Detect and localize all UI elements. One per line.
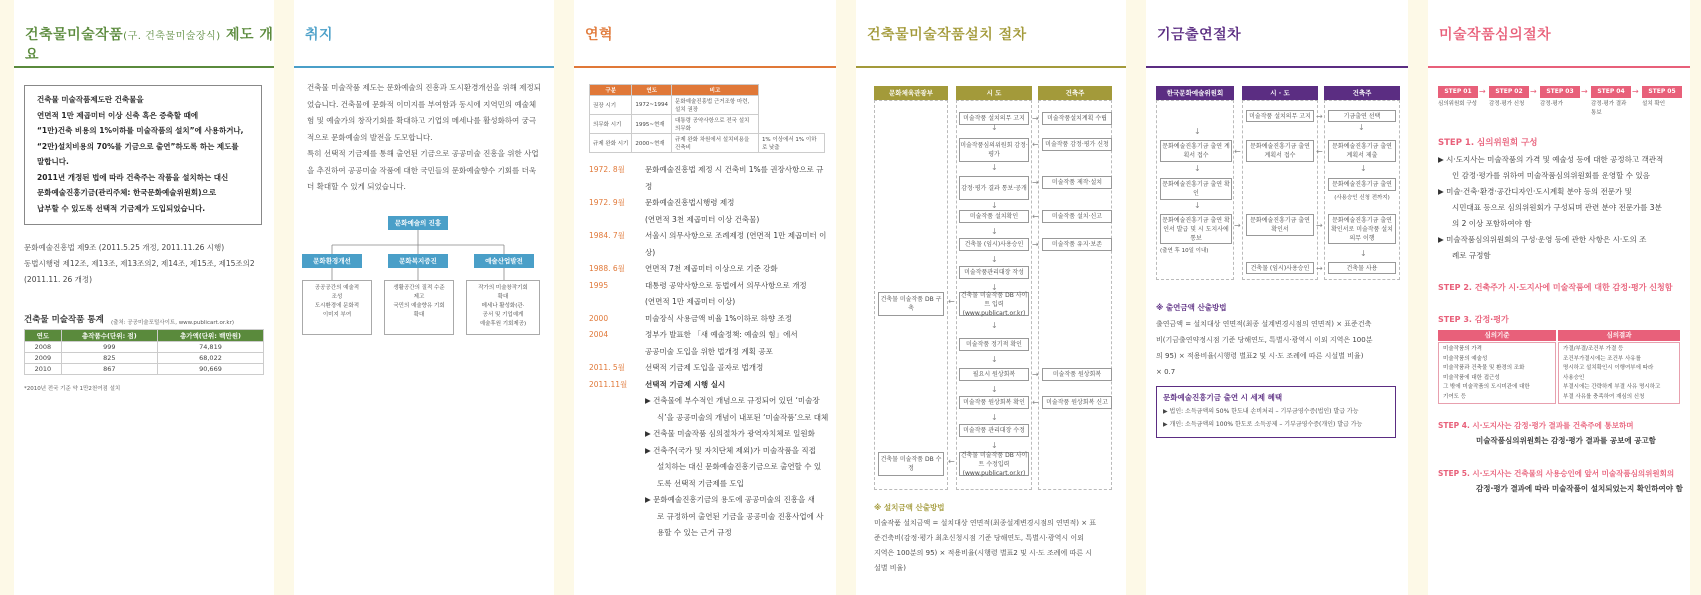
stats-header: 연도 xyxy=(25,330,62,342)
flow-step: 건축물 미술작품 DB 수정 xyxy=(878,452,944,476)
arrow-icon: ← xyxy=(948,457,955,466)
tree-branch: 예술산업발전 xyxy=(474,254,534,268)
flow-step: 미술작품 제작·설치 xyxy=(1042,176,1112,189)
flow-step: 건축물 미술작품 DB 사이트 수정입력 (www.publicart.or.kr) xyxy=(960,451,1028,477)
step-label: 감정·평가 결과 통보 xyxy=(1591,101,1627,116)
flow-step: 미술작품 유지·보존 xyxy=(1042,238,1112,251)
flow-step: 미술작품 설치의무 고지 xyxy=(1246,110,1314,122)
body-line: 을 추진하여 공공미술 작품에 대한 국민들의 문화예술향수 기회를 더욱 xyxy=(307,165,537,175)
arrow-icon: → xyxy=(1234,221,1241,230)
page-title: 미술작품심의절차 xyxy=(1439,27,1552,43)
page-title: 연혁 xyxy=(585,27,614,43)
leaf-line: 도시환경에 문화적 xyxy=(314,303,360,309)
history-item xyxy=(589,228,829,261)
history-header: 비고 xyxy=(672,85,759,96)
table-row: 2010 867 90,669 xyxy=(25,364,264,375)
calc-line: 비(기금출연약정시점 기준 당해연도, 특별시·광역시 이외 지역은 100분 xyxy=(1156,336,1373,344)
arrow-icon: ↓ xyxy=(991,355,998,364)
step-badge: STEP 03 xyxy=(1540,86,1580,98)
flow-note: (출연 후 10일 이내) xyxy=(1160,248,1209,254)
leaf-line: 국민의 예술향유 기회 xyxy=(393,303,445,309)
leaf-line: 공서 및 기업예게 xyxy=(482,312,524,318)
history-bullet: ▶ 건축주(국가 및 자치단체 제외)가 미술작품을 직접 xyxy=(645,445,816,455)
step-label: 감정·평가 신청 xyxy=(1489,101,1525,107)
flow-step: 문화예술진흥기금 출연 xyxy=(1328,178,1396,191)
law-line: (2011.11. 26 개정) xyxy=(24,275,93,284)
leaf-line: 예술후원 기회제공) xyxy=(479,321,527,327)
tree-branch: 문화복지증진 xyxy=(388,254,448,268)
arrow-icon: → xyxy=(1032,178,1039,187)
arrow-icon: → xyxy=(1032,370,1039,379)
leaf-line: 공공공간의 예술적 xyxy=(314,285,360,291)
step-badge: STEP 01 xyxy=(1438,86,1478,98)
arrow-icon: ↓ xyxy=(991,441,998,450)
history-date: 1995 xyxy=(589,280,609,290)
leaf-line: 이미지 부여 xyxy=(322,312,352,318)
history-item xyxy=(589,360,829,377)
step5-line: STEP 5. 시·도지사는 건축물의 사용승인에 앞서 미술작품심의위원회의 xyxy=(1438,469,1675,478)
intro-line: 건축물 미술작품제도란 건축물을 xyxy=(37,95,144,104)
tree-leaf xyxy=(466,280,540,335)
arrow-icon: ↓ xyxy=(991,201,998,210)
step5 xyxy=(1438,466,1688,496)
history-date xyxy=(589,344,645,361)
leaf-line: 메세나 활성화(관· xyxy=(481,303,525,309)
criteria-line: 기여도 등 xyxy=(1443,393,1467,400)
history-bullet: 설치하는 대신 문화예술진흥기금으로 출연할 수 있 xyxy=(657,462,822,471)
law-reference xyxy=(24,240,269,288)
flow-step: 문화예술진흥기금 출연 계획서 접수 xyxy=(1160,140,1232,162)
arrow-icon: → xyxy=(1032,240,1039,249)
history-text: 문화예술진흥법시행령 제정 xyxy=(645,198,735,207)
column-header: 문화체육관광부 xyxy=(874,86,948,100)
body-line: 건축물 미술작품 제도는 문화예술의 진흥과 도시환경개선을 위해 제정되 xyxy=(307,83,542,92)
intro-line: 납부할 수 있도록 선택적 기금제가 도입되었습니다. xyxy=(37,203,206,213)
review-results xyxy=(1558,342,1680,404)
arrow-icon: → xyxy=(1316,264,1323,273)
stats-note: *2010년 전국 기준 약 1만2천여점 설치 xyxy=(24,386,121,392)
history-bullet: 용할 수 있는 근거 규정 xyxy=(657,528,732,537)
history-text: 선택적 기금제 시행 실시 xyxy=(645,379,726,389)
intro-line: 연면적 1만 제곱미터 이상 신축 혹은 증축할 때에 xyxy=(37,110,199,120)
arrow-icon: ↓ xyxy=(1360,164,1367,173)
arrow-icon: ← xyxy=(1234,147,1241,156)
arrow-icon: ↓ xyxy=(991,227,998,236)
tree-leaf xyxy=(384,280,454,335)
body-line: 적으로 문화예술의 발전을 도모합니다. xyxy=(307,132,433,142)
arrow-icon: ↓ xyxy=(1360,249,1367,258)
calc-body xyxy=(1156,316,1401,380)
flow-step: 미술작품 감정·평가 신청 xyxy=(1042,138,1112,151)
step1-line: ▶ 미술작품심의위원회의 구성·운영 등에 관한 사항은 시·도의 조 xyxy=(1438,235,1647,244)
history-item xyxy=(589,278,829,295)
intro-box xyxy=(24,85,262,225)
panel-history xyxy=(574,0,836,595)
history-date xyxy=(589,212,645,229)
history-bullet: ▶ 건축물에 부수적인 개념으로 규정되어 있던 ‘미술장 xyxy=(645,396,820,405)
history-text: 정부가 발표한 「새 예술정책: 예술의 힘」에서 xyxy=(645,330,798,339)
history-text: 미술장식 사용금액 비율 1%이하로 하향 조정 xyxy=(645,313,792,323)
arrow-icon: ↓ xyxy=(1194,201,1201,210)
arrow-icon: ↓ xyxy=(991,321,998,330)
column-header: 시 · 도 xyxy=(1242,86,1318,100)
step4-line: 미술작품심의위원회는 감정·평가 결과를 공보에 공고함 xyxy=(1476,436,1656,445)
history-item xyxy=(589,195,829,212)
body-line: 특히 선택적 기금제를 통해 출연된 기금으로 공공미술 진흥을 위한 사업 xyxy=(307,149,539,158)
flow-step: 미술작품설치계획 수립 xyxy=(1042,112,1112,125)
history-date: 1988. 6월 xyxy=(589,264,625,273)
history-bullet: 식’을 공공미술의 개념이 내포된 ‘미술작품’으로 대체 xyxy=(657,412,829,422)
arrow-icon: → xyxy=(1316,112,1323,121)
leaf-line: 생활공간의 질적 수준 xyxy=(393,285,445,291)
stats-source: (출처: 공공미술포털사이트, www.publicart.or.kr) xyxy=(111,320,234,326)
step1-title: STEP 1. 심의위원회 구성 xyxy=(1438,138,1538,148)
result-line: 부결 사유를 충족하여 재심의 신청 xyxy=(1563,393,1645,400)
arrow-icon: ← xyxy=(1032,398,1039,407)
purpose-tree-lines xyxy=(294,0,554,400)
table-row: 의무화 시기 1995~현재 대통령 공약사항으로 전국 설치 의무화 xyxy=(590,115,825,134)
flow-step: 문화예술진흥기금 출연 확인서 xyxy=(1246,214,1314,236)
history-bullet: ▶ 문화예술진흥기금의 용도에 공공미술의 진흥을 새 xyxy=(645,495,815,504)
arrow-icon: ↓ xyxy=(991,413,998,422)
flow-step: 미술작품 설치·신고 xyxy=(1042,210,1112,223)
flow-step: 건축물 (임시)사용승인 xyxy=(959,238,1029,251)
history-item xyxy=(589,261,829,278)
calc-title: ※ 출연금액 산출방법 xyxy=(1156,303,1227,312)
review-criteria xyxy=(1438,342,1556,404)
table-row: 권장 시기 1972~1994 문화예술진흥법 근거조항 마련, 설치 권장 xyxy=(590,96,825,115)
arrow-icon: → xyxy=(1530,87,1537,96)
step2: STEP 2. 건축주가 시·도지사에 미술작품에 대한 감정·평가 신청함 xyxy=(1438,283,1673,292)
calc-line: 의 95) × 적용비율(시행령 별표2 및 시·도 조례에 따른 시설별 비율) xyxy=(1156,352,1364,360)
column-header: 건축주 xyxy=(1038,86,1112,100)
tax-benefit-box xyxy=(1156,386,1396,438)
history-item xyxy=(589,212,829,229)
arrow-icon: → xyxy=(1316,221,1323,230)
history-date: 1972. 9월 xyxy=(589,198,625,207)
history-date: 1984. 7월 xyxy=(589,231,625,240)
flow-step: 건축물 미술작품 DB 구축 xyxy=(878,292,944,316)
history-bullet: ▶ 건축물 미술작품 심의절차가 광역자치체로 일원화 xyxy=(645,429,815,438)
flow-step: 미술작품 원상회복 xyxy=(1042,368,1112,381)
step-badge: STEP 02 xyxy=(1489,86,1529,98)
step4-line: STEP 4. 시·도지사는 감정·평가 결과를 건축주에 통보하며 xyxy=(1438,421,1634,430)
arrow-icon: ↓ xyxy=(1194,127,1201,136)
tree-root: 문화예술의 진흥 xyxy=(388,216,448,230)
law-line: 동법시행령 제12조, 제13조, 제13조의2, 제14조, 제15조, 제15조의2 xyxy=(24,259,255,268)
table-row: 규제 완화 시기 2000~현재 규제 완화 차원에서 설치비용을 건축비 1% 이상에서 1% 이하로 낮춤 xyxy=(590,134,825,153)
panel-install-procedure xyxy=(856,0,1126,595)
step5-line: 감정·평가 결과에 따라 미술작품이 설치되었는지 확인하여야 함 xyxy=(1476,484,1683,493)
history-item xyxy=(589,311,829,328)
leaf-line: 확대 xyxy=(497,294,509,300)
step4 xyxy=(1438,418,1688,448)
history-text: (연면적 1만 제곱미터 이상) xyxy=(645,297,736,306)
flow-step: 문화예술진흥기금 출연 계획서 접수 xyxy=(1246,140,1314,162)
panel-purpose xyxy=(294,0,554,595)
step1-line: 인 감정·평가를 위하여 미술작품심의위원회를 운영할 수 있음 xyxy=(1452,171,1650,180)
history-table xyxy=(589,84,825,153)
history-item xyxy=(589,344,829,361)
history-item xyxy=(589,162,829,195)
stats-header: 총작품수(단위: 점) xyxy=(61,330,157,342)
history-date: 1972. 8월 xyxy=(589,165,625,174)
panel-review-procedure xyxy=(1428,0,1690,595)
arrow-icon: → xyxy=(1632,87,1639,96)
leaf-line: 조성 xyxy=(331,294,343,300)
result-line: 가결/부결/조건부 가결 등 xyxy=(1563,346,1624,352)
step-label: 감정·평가 xyxy=(1540,101,1564,107)
history-item xyxy=(589,327,829,344)
flow-step: 미술작품 원상회복 신고 xyxy=(1042,396,1112,409)
calc-line: 설별 비율) xyxy=(874,564,907,572)
history-text: 서울시 의무사항으로 조례제정 (연면적 1만 제곱미터 이상) xyxy=(645,231,827,257)
table-row: 2008 999 74,819 xyxy=(25,342,264,353)
body-line: 험 및 예술가의 창작기회를 확대하고 기업의 메세나를 활성화하여 궁극 xyxy=(307,116,537,125)
step-badge: STEP 04 xyxy=(1591,86,1631,98)
arrow-icon: ↓ xyxy=(991,163,998,172)
page-title: 취지 xyxy=(305,27,334,43)
column-header: 시 도 xyxy=(956,86,1032,100)
step1-line: 의 2 이상 포함하여야 함 xyxy=(1452,219,1532,228)
arrow-icon: ← xyxy=(1316,147,1323,156)
leaf-line: 작가의 미술창작기회 xyxy=(478,285,528,291)
criteria-line: 그 밖에 미술작품의 도시미관에 대한 xyxy=(1443,384,1530,390)
flow-step: 미술작품 설치확인 xyxy=(959,210,1029,223)
law-line: 문화예술진흥법 제9조 (2011.5.25 개정, 2011.11.26 시행) xyxy=(24,243,225,252)
flow-step: 문화예술진흥기금 출연 확인서 발급 및 시 도지사에 통보 xyxy=(1160,214,1232,244)
flow-step: 건축물 (임시)사용승인 xyxy=(1246,262,1314,274)
calc-line: × 0.7 xyxy=(1156,368,1176,376)
tax-line: ▶ 개인: 소득금액의 100% 한도로 소득공제 – 기부금영수증(개인) 발급 가능 xyxy=(1163,421,1363,428)
flow-step: 문화예술진흥기금 출연 확인 xyxy=(1160,178,1232,200)
flow-step: 미술작품심의위원회 감정·평가 xyxy=(959,138,1029,162)
leaf-line: 제고 xyxy=(413,294,425,300)
arrow-icon: ↓ xyxy=(991,385,998,394)
review-criteria-header: 심의기준 xyxy=(1438,330,1556,341)
step1-line: ▶ 미술·건축·환경·공간디자인·도시계획 분야 등의 전문가 및 xyxy=(1438,187,1632,196)
flow-note: (사용승인 신청 전까지) xyxy=(1334,195,1390,201)
criteria-line: 미술작품의 가격 xyxy=(1443,346,1482,352)
flow-step: 미술작품 정기적 확인 xyxy=(959,338,1029,351)
history-header: 연도 xyxy=(632,85,672,96)
tree-branch: 문화환경개선 xyxy=(302,254,362,268)
body-line: 었습니다. 건축물에 문화적 이미지를 부여함과 동시에 지역민의 예술체 xyxy=(307,99,537,109)
history-header: 구분 xyxy=(590,85,632,96)
history-text: 공공미술 도입을 위한 법개정 계획 공포 xyxy=(645,346,773,356)
history-item xyxy=(589,294,829,311)
history-date xyxy=(589,294,645,311)
history-item xyxy=(589,377,829,394)
page-title: 기금출연절차 xyxy=(1157,27,1242,43)
flow-step: 미술작품 설치의무 고지 xyxy=(959,112,1029,125)
calc-line: 출연금액 = 설치대상 연면적(최종 설계변경시점의 연면적) × 표준건축 xyxy=(1156,320,1372,328)
history-text: 문화예술진흥법 제정 시 건축비 1%를 권장사항으로 규정 xyxy=(645,165,824,191)
step1-body xyxy=(1438,152,1686,264)
step-badge: STEP 05 xyxy=(1642,86,1682,98)
intro-line: 문화예술진흥기금(관리주체: 한국문화예술위원회)으로 xyxy=(37,188,217,197)
history-text: (연면적 3천 제곱미터 이상 건축물) xyxy=(645,214,760,224)
arrow-icon: ← xyxy=(1032,212,1039,221)
step1-line: 시민대표 등으로 심의위원회가 구성되며 관련 분야 전문가를 3분 xyxy=(1452,203,1662,212)
flow-step: 건축물 미술작품 DB 사이트 입력 (www.publicart.or.kr) xyxy=(960,291,1028,317)
arrow-icon: ↓ xyxy=(991,123,998,132)
tree-leaf xyxy=(302,280,372,335)
leaf-line: 확대 xyxy=(413,312,425,318)
calc-line: 준건축비(감정·평가 최초신청시점 기준 당해연도, 특별시·광역시 이외 xyxy=(874,534,1084,542)
history-text: 선택적 기금제 도입을 골자로 법개정 xyxy=(645,363,764,372)
table-row: 2009 825 68,022 xyxy=(25,353,264,364)
criteria-line: 미술작품의 예술성 xyxy=(1443,355,1488,362)
step-label: 심의위원회 구성 xyxy=(1438,101,1477,107)
page-title: 건축물미술작품(구. 건축물미술장식) 제도 개요 xyxy=(25,27,274,63)
calc-line: 지역은 100분의 95) × 적용비율(시행령 별표2 및 시·도 조례에 따른 시 xyxy=(874,549,1093,557)
intro-line: “1만)건축 비용의 1%이하를 미술작품의 설치”에 사용하거나, xyxy=(37,126,244,135)
calc-line: 미술작품 설치금액 = 설치대상 연면적(최종설계변경시점의 연면적) × 표 xyxy=(874,519,1097,527)
flow-step: 미술작품 원상회복 확인 xyxy=(959,396,1029,409)
body-line: 더 확대할 수 있게 되었습니다. xyxy=(307,182,406,191)
flow-step: 문화예술진흥기금 출연 계획서 제출 xyxy=(1328,140,1396,162)
result-line: 사용승인 xyxy=(1563,374,1585,381)
page-title: 건축물미술작품설치 절차 xyxy=(867,27,1027,43)
step-label: 설치 확인 xyxy=(1642,101,1666,107)
panel-overview xyxy=(14,0,274,595)
flow-step: 미술작품 관리대장 수정 xyxy=(959,424,1029,437)
stats-title: 건축물 미술작품 통계 xyxy=(24,315,104,325)
intro-line: “2만)설치비용의 70%를 기금으로 출연”하도록 하는 제도를 xyxy=(37,141,239,151)
stats-header: 총가액(단위: 백만원) xyxy=(157,330,263,342)
result-line: 조건부가결시에는 조건부 사유를 xyxy=(1563,355,1641,362)
calc-title: ※ 설치금액 산출방법 xyxy=(874,503,945,512)
history-list xyxy=(589,162,829,542)
history-bullet: 로 규정하여 출연된 기금을 공공미술 진흥사업에 사 xyxy=(657,511,824,521)
flow-step: 필요시 원상회복 xyxy=(959,368,1029,381)
history-date: 2000 xyxy=(589,313,609,323)
flow-step: 건축물 사용 xyxy=(1328,262,1396,274)
step1-line: ▶ 시·도지사는 미술작품의 가격 및 예술성 등에 대한 공정하고 객관적 xyxy=(1438,155,1664,164)
arrow-icon: ← xyxy=(948,297,955,306)
review-result-header: 심의결과 xyxy=(1558,330,1680,341)
tax-title: 문화예술진흥기금 출연 시 세제 혜택 xyxy=(1163,393,1283,402)
history-bullet: 도록 선택적 기금제를 도입 xyxy=(657,478,744,488)
history-date: 2004 xyxy=(589,330,609,339)
intro-line: 2011년 개정된 법에 따라 건축주는 작품을 설치하는 대신 xyxy=(37,172,229,182)
calc-body xyxy=(874,516,1119,576)
arrow-icon: ↓ xyxy=(991,255,998,264)
tax-line: ▶ 법인: 소득금액의 50% 한도내 손비처리 – 기부금영수증(법인) 발급 가능 xyxy=(1163,408,1359,415)
history-text: 연면적 7천 제곱미터 이상으로 기준 강화 xyxy=(645,264,778,273)
column-header: 한국문화예술위원회 xyxy=(1156,86,1234,100)
flow-step: 미술작품관리대장 작성 xyxy=(959,266,1029,279)
column-header: 건축주 xyxy=(1324,86,1400,100)
flow-step: 문화예술진흥기금 출연 확인서로 미술작품 설치 의무 이행 xyxy=(1328,214,1396,244)
intro-line: 말합니다. xyxy=(37,157,69,166)
arrow-icon: ↓ xyxy=(1194,164,1201,173)
arrow-icon: → xyxy=(1479,87,1486,96)
arrow-icon: ↓ xyxy=(1358,123,1365,132)
arrow-icon: → xyxy=(1581,87,1588,96)
arrow-icon: ← xyxy=(1032,140,1039,149)
result-line: 명시하고 설치확인시 이행여부에 따라 xyxy=(1563,365,1654,371)
flow-step: 기금출연 선택 xyxy=(1328,110,1396,122)
arrow-icon: ↓ xyxy=(991,283,998,292)
stats-table xyxy=(24,329,264,375)
history-date: 2011.11월 xyxy=(589,379,628,389)
step1-line: 례로 규정함 xyxy=(1452,251,1491,260)
criteria-line: 미술작품에 대한 접근성 xyxy=(1443,374,1500,381)
result-line: 부결시에는 간략하게 부결 사유 명시하고 xyxy=(1563,384,1661,390)
panel-fund-procedure xyxy=(1146,0,1408,595)
arrow-icon: → xyxy=(1032,114,1039,123)
criteria-line: 미술작품과 건축물 및 환경의 조화 xyxy=(1443,365,1525,371)
flow-step: 감정·평가 결과 통보·공개 xyxy=(959,176,1029,200)
step3-title: STEP 3. 감정·평가 xyxy=(1438,315,1509,324)
history-text: 대통령 공약사항으로 동법에서 의무사항으로 개정 xyxy=(645,280,807,290)
history-date: 2011. 5월 xyxy=(589,363,625,372)
